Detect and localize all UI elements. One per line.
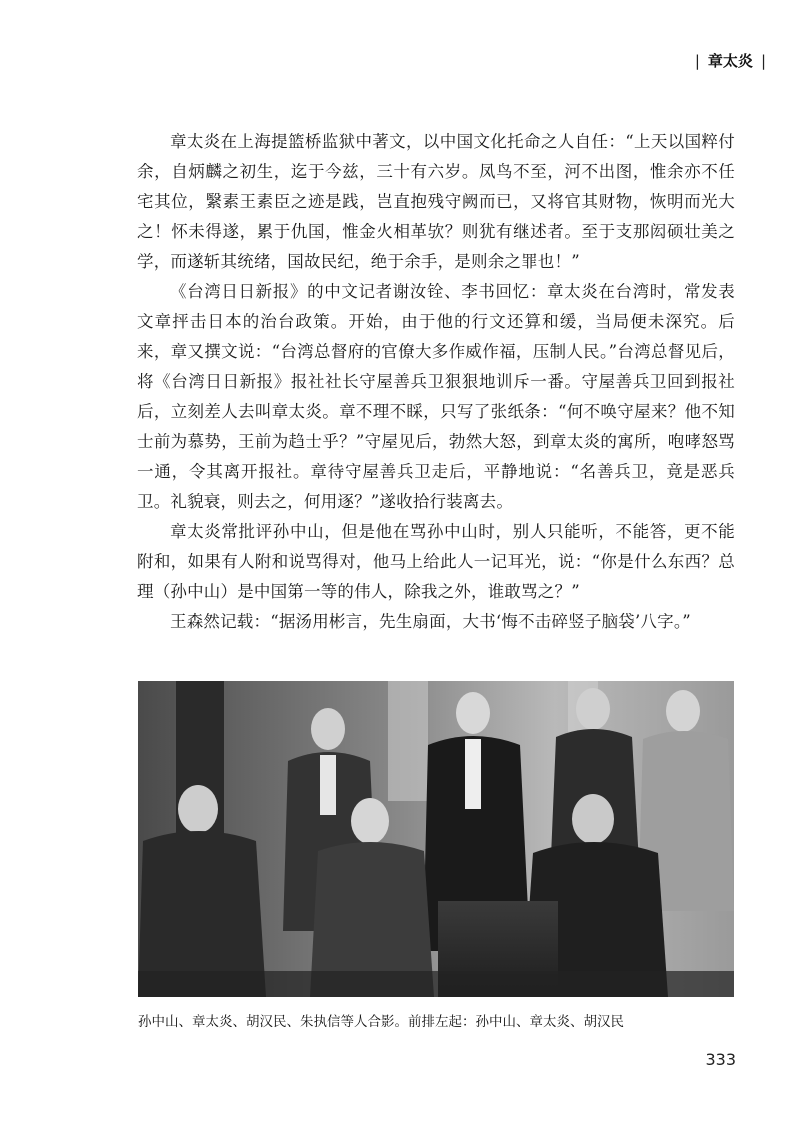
paragraph-4: 王森然记载：“据汤用彬言，先生扇面，大书‘悔不击碎竖子脑袋’八字。” (170, 612, 691, 631)
running-header (695, 50, 766, 71)
header-title: 章太炎 (707, 52, 753, 70)
paragraph-3: 章太炎常批评孙中山，但是他在骂孙中山时，别人只能听，不能答，更不能附和，如果有人附和说骂得对，他马上给此人一记耳光，说：“你是什么东西？总理（孙中山）是中国第一等的伟人，除我之外，谁敢骂之？” (137, 522, 735, 601)
group-photo (138, 681, 734, 997)
paragraph-2: 《台湾日日新报》的中文记者谢汝铨、李书回忆：章太炎在台湾时，常发表文章抨击日本的治台政策。开始，由于他的行文还算和缓，当局便未深究。后来，章又撰文说：“台湾总督府的官僚大多作威作福，压制人民。”台湾总督见后，将《台湾日日新报》报社社长守屋善兵卫狠狠地训斥一番。守屋善兵卫回到报社后，立刻差人去叫章太炎。章不理不睬，只写了张纸条：“何不唤守屋来？他不知士前为慕势，王前为趋士乎？”守屋见后，勃然大怒，到章太炎的寓所，咆哮怒骂一通，令其离开报社。章待守屋善兵卫走后，平静地说：“名善兵卫，竟是恶兵卫。礼貌衰，则去之，何用逐？”遂收拾行装离去。 (137, 282, 735, 511)
photo-caption: 孙中山、章太炎、胡汉民、朱执信等人合影。前排左起：孙中山、章太炎、胡汉民 (138, 1014, 624, 1030)
body-text (137, 127, 735, 637)
page-number: 333 (705, 1050, 736, 1069)
paragraph-1: 章太炎在上海提篮桥监狱中著文，以中国文化托命之人自任：“上天以国粹付余，自炳麟之初生，迄于今兹，三十有六岁。凤鸟不至，河不出图，惟余亦不任宅其位，繄素王素臣之迹是践，岂直抱残守阙而已，又将官其财物，恢明而光大之！怀未得遂，累于仇国，惟金火相革欤？则犹有继述者。至于支那闳硕壮美之学，而遂斩其统绪，国故民纪，绝于余手，是则余之罪也！” (137, 132, 735, 271)
header-separator-right: | (760, 51, 766, 70)
header-separator-left: | (694, 51, 700, 70)
group-photo-image (138, 681, 734, 997)
